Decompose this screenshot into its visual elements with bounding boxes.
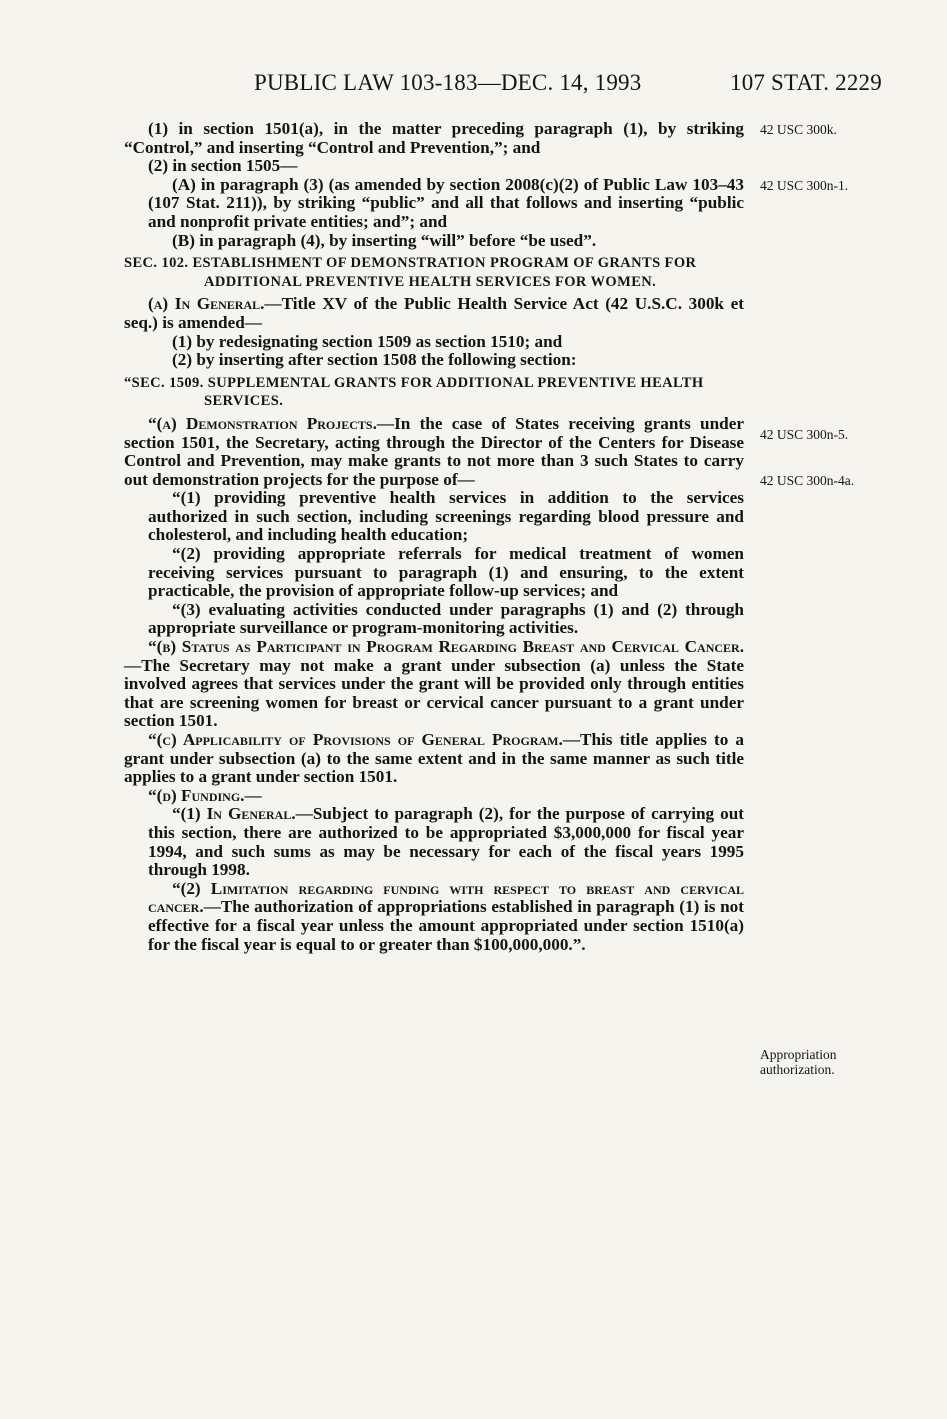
subparagraph-a-amendment: (A) in paragraph (3) (as amended by section 2008(c)(2) of Public Law 103–43 (107 Stat. 211)), by striking “public” and all that follows and inserting “public and nonprofit private entities; and”; and bbox=[148, 174, 744, 231]
margin-note-usc-300k: 42 USC 300k. bbox=[760, 122, 837, 137]
subparagraph-b-amendment: (B) in paragraph (4), by inserting “will” before “be used”. bbox=[172, 230, 597, 250]
subsection-d-heading: “(d) Funding.— bbox=[148, 785, 262, 805]
funding-item-2-text: —The authorization of appropriations established in paragraph (1) is not effective for a fiscal year unless the amount appropriated under section 1510(a) for the fiscal year is equal to or greater than $100,000,000.”. bbox=[148, 897, 744, 954]
section-102-heading: SEC. 102. ESTABLISHMENT OF DEMONSTRATION PROGRAM OF GRANTS FOR ADDITIONAL PREVENTIVE HEALTH SERVICES FOR WOMEN. bbox=[124, 255, 697, 290]
margin-note-usc-300n-1: 42 USC 300n-1. bbox=[760, 178, 849, 193]
subsection-c-applicability bbox=[124, 731, 744, 787]
demonstration-projects-heading: “(a) Demonstration Projects. bbox=[148, 413, 377, 433]
paragraph-1505-amendment: (2) in section 1505— bbox=[148, 156, 298, 176]
subsection-demonstration-projects bbox=[124, 415, 744, 489]
item-inserting-section: (2) by inserting after section 1508 the following section: bbox=[172, 350, 577, 370]
margin-note-appropriation: Appropriation bbox=[760, 1047, 837, 1062]
margin-note-usc-300n-5: 42 USC 300n-5. bbox=[760, 427, 849, 442]
subsection-a-heading: (a) In General. bbox=[148, 294, 265, 314]
demonstration-projects-text: —In the case of States receiving grants under section 1501, the Secretary, acting through the Director of the Centers for Disease Control and Prevention, may make grants to not more than 3 such States to carry out demonstration projects for the purpose of— bbox=[124, 413, 744, 489]
subsection-d-funding bbox=[124, 787, 744, 806]
funding-item-1 bbox=[124, 805, 744, 879]
funding-item-1-heading: “(1) In General. bbox=[172, 804, 296, 824]
subsection-a-text: —Title XV of the Public Health Service Act (42 U.S.C. 300k et seq.) is amended— bbox=[124, 294, 744, 332]
margin-note-authorization: authorization. bbox=[760, 1062, 835, 1077]
funding-item-1-text: —Subject to paragraph (2), for the purpose of carrying out this section, there are authorized to be appropriated $3,000,000 for fiscal year 1994, and such sums as may be necessary for each of the fiscal years 1995 through 1998. bbox=[148, 804, 744, 880]
running-header-title: PUBLIC LAW 103-183—DEC. 14, 1993 bbox=[254, 70, 642, 95]
subsection-b-heading: “(b) Status as Participant in Program Regarding Breast and Cervical Cancer. bbox=[148, 637, 744, 657]
paragraph-1501a-amendment: (1) in section 1501(a), in the matter preceding paragraph (1), by striking “Control,” and inserting “Control and Prevention,”; and bbox=[124, 119, 744, 157]
subsection-c-text: —This title applies to a grant under subsection (a) to the same extent and in the same manner as such title applies to a grant under section 1501. bbox=[124, 730, 745, 787]
purpose-item-2: “(2) providing appropriate referrals for medical treatment of women receiving services pursuant to paragraph (1) and ensuring, to the extent practicable, the provision of appropriate follow-up services; and bbox=[148, 544, 744, 601]
section-1509-heading: “SEC. 1509. SUPPLEMENTAL GRANTS FOR ADDITIONAL PREVENTIVE HEALTH SERVICES. bbox=[124, 374, 704, 410]
subsection-a-general bbox=[124, 295, 744, 332]
funding-item-2 bbox=[124, 880, 744, 954]
subsection-c-heading: “(c) Applicability of Provisions of General Program. bbox=[148, 730, 563, 749]
purpose-item-1: “(1) providing preventive health services in addition to the services authorized in such section, including screenings regarding blood pressure and cholesterol, and including health education; bbox=[148, 488, 744, 545]
subsection-b-text: —The Secretary may not make a grant under subsection (a) unless the State involved agrees that services under the grant will be provided only through entities that are screening women for breast or cervical cancer pursuant to a grant under section 1501. bbox=[124, 655, 744, 731]
page-citation: 107 STAT. 2229 bbox=[730, 70, 882, 95]
margin-note-usc-300n-4a: 42 USC 300n-4a. bbox=[760, 473, 855, 488]
statute-body bbox=[124, 120, 744, 954]
purpose-item-3: “(3) evaluating activities conducted under paragraphs (1) and (2) through appropriate surveillance or program-monitoring activities. bbox=[148, 599, 744, 638]
funding-item-2-heading: “(2) Limitation regarding funding with respect to breast and cervical cancer. bbox=[148, 878, 744, 917]
subsection-b-status bbox=[124, 638, 744, 731]
item-redesignating: (1) by redesignating section 1509 as section 1510; and bbox=[172, 331, 563, 351]
